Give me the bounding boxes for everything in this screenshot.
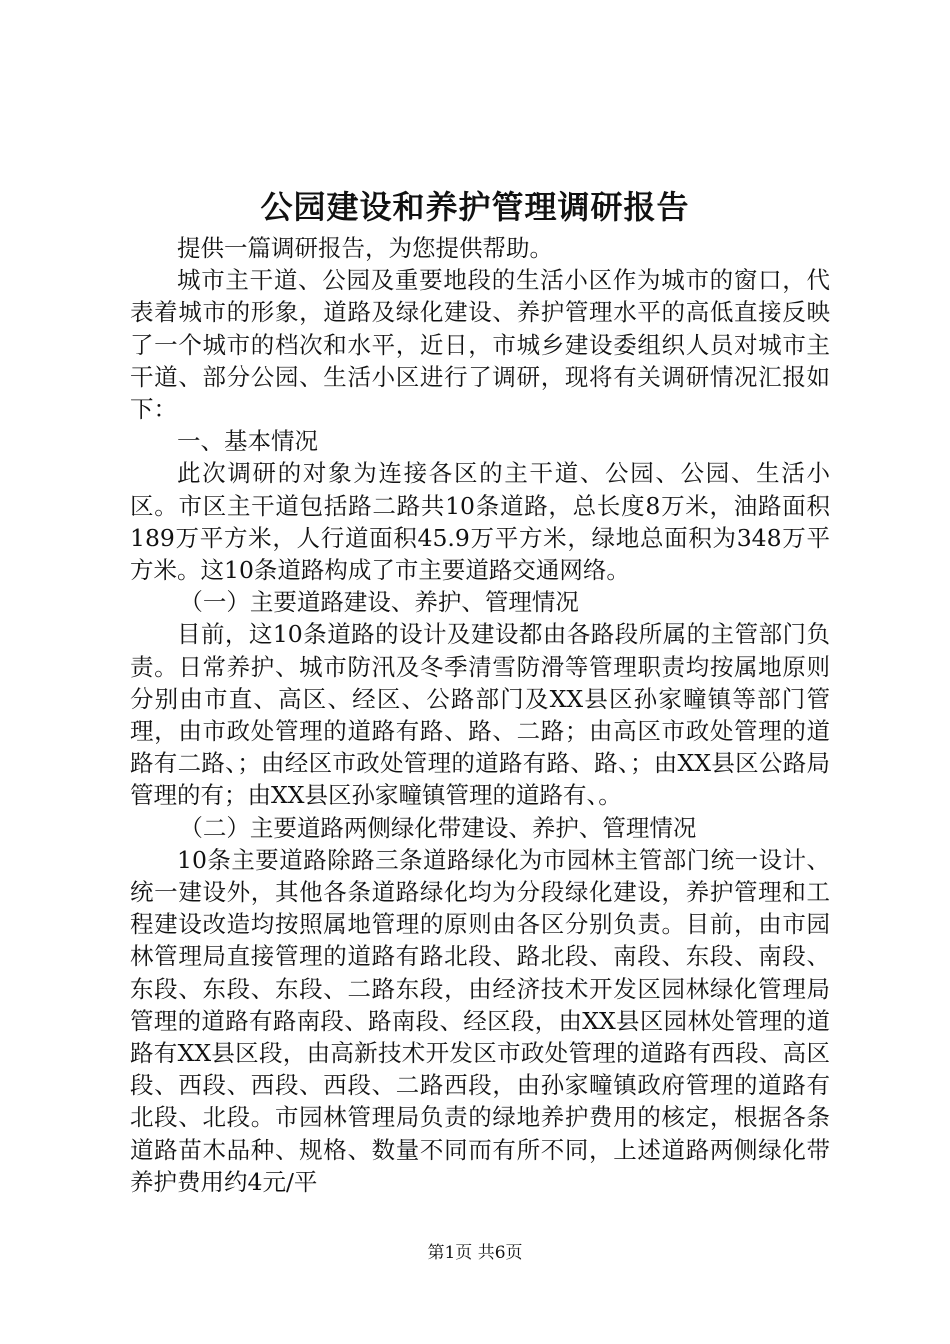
subsection-heading-roads: （一）主要道路建设、养护、管理情况 xyxy=(179,588,579,617)
intro-paragraph: 提供一篇调研报告，为您提供帮助。 xyxy=(177,234,553,262)
page-footer: 第1页 共6页 xyxy=(427,1243,523,1263)
section-heading-basic-situation: 一、基本情况 xyxy=(177,427,318,456)
subsection-heading-greenbelts: （二）主要道路两侧绿化带建设、养护、管理情况 xyxy=(179,813,697,842)
document-body xyxy=(130,232,830,1198)
background-paragraph: 城市主干道、公园及重要地段的生活小区作为城市的窗口，代表着城市的形象，道路及绿化建设、养护管理水平的高低直接反映了一个城市的档次和水平，近日，市城乡建设委组织人员对城市主干道、部分公园、生活小区进行了调研，现将有关调研情况汇报如下： xyxy=(130,266,830,424)
document-title: 公园建设和养护管理调研报告 xyxy=(260,188,690,226)
greenbelts-paragraph: 10条主要道路除路三条道路绿化为市园林主管部门统一设计、统一建设外，其他各条道路绿化均为分段绿化建设，养护管理和工程建设改造均按照属地管理的原则由各区分别负责。目前，由市园林管理局直接管理的道路有路北段、路北段、南段、东段、南段、东段、东段、东段、二路东段，由经济技术开发区园林绿化管理局管理的道路有路南段、路南段、经区段，由XX县区园林处管理的道路有XX县区段，由高新技术开发区市政处管理的道路有西段、高区段、西段、西段、西段、二路西段，由孙家疃镇政府管理的道路有北段、北段。市园林管理局负责的绿地养护费用的核定，根据各条道路苗木品种、规格、数量不同而有所不同，上述道路两侧绿化带养护费用约4元/平 xyxy=(130,845,830,1196)
roads-paragraph: 目前，这10条道路的设计及建设都由各路段所属的主管部门负责。日常养护、城市防汛及冬季清雪防滑等管理职责均按属地原则分别由市直、高区、经区、公路部门及XX县区孙家疃镇等部门管理，由市政处管理的道路有路、路、二路；由高区市政处管理的道路有二路、；由经区市政处管理的道路有路、路、；由XX县区公路局管理的有；由XX县区孙家疃镇管理的道路有、。 xyxy=(130,620,830,810)
basic-situation-paragraph: 此次调研的对象为连接各区的主干道、公园、公园、生活小区。市区主干道包括路二路共10条道路，总长度8万米，油路面积189万平方米，人行道面积45.9万平方米，绿地总面积为348万平方米。这10条道路构成了市主要道路交通网络。 xyxy=(130,459,830,585)
